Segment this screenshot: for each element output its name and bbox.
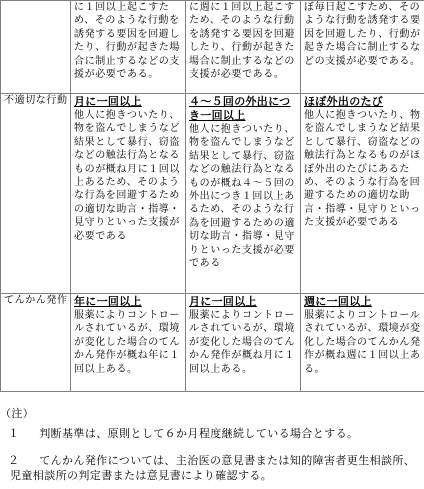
cell-heading: ほぼ外出のたび <box>304 95 384 108</box>
note-number: １ <box>8 427 20 440</box>
note-continuation: 児童相談所の判定書または意見書により確認する。 <box>10 469 273 482</box>
table-cell <box>71 294 186 392</box>
cell-body: に１回以上起こすため、そのような行動を誘発する要因を回避したり、行動が起きた場合に制止するなどの支援が必要である。 <box>74 2 180 81</box>
cell-body: 他人に抱きついたり、物を盗んでしまうなど結果として暴行、窃盗などの触法行為となるものが概ね４～５回の外出につき１回以上あるため、そのような行為を回避するための適切な助言・指導・見守りといった支援が必要である <box>189 124 295 270</box>
notes-section <box>0 406 424 483</box>
table-row <box>1 294 424 392</box>
cell-body: ぼ毎日起こすため、そのような行動を誘発する要因を回避したり、行動が起きた場合に制止するなどの支援が必要である。 <box>304 2 421 67</box>
table-cell <box>71 1 186 94</box>
cell-body: 他人に抱きついたり、物を盗んでしまうなど結果として暴行、窃盗などの触法行為となるものが概ね月に１回以上あるため、そのような行為を回避するための適切な助言・指導・見守りといった支援が必要である <box>74 110 180 242</box>
cell-body: 他人に抱きついたり、物を盗んでしまうなど結果として暴行、窃盗などの触法行為となるものがほぼ外出のたびにあるため、そのような行為を回避するための適切な助言・指導・見守りといった支援が必要である <box>304 110 421 229</box>
table-cell <box>71 94 186 294</box>
note-number: ２ <box>8 454 20 467</box>
table-cell <box>301 94 424 294</box>
cell-heading: 年に一回以上 <box>74 295 142 308</box>
table-row <box>1 94 424 294</box>
cell-heading: 月に一回以上 <box>189 295 257 308</box>
cell-heading: ４～５回の外出につき一回以上 <box>189 95 291 122</box>
cell-body: 服薬によりコントロールされているが、環境が変化した場合のてんかん発作が概ね年に１回以上ある。 <box>74 310 180 375</box>
table-cell <box>186 94 301 294</box>
notes-title: （注） <box>0 407 35 420</box>
cell-heading: 週に一回以上 <box>304 295 372 308</box>
table-cell <box>301 294 424 392</box>
cell-body: 服薬によりコントロールされているが、環境が変化した場合のてんかん発作が概ね週に１回以上ある。 <box>304 310 421 375</box>
note-item <box>0 426 424 441</box>
note-text: てんかん発作については、主治医の意見書または知的障害者更生相談所、 <box>39 454 416 467</box>
row-label: 不適切な行動 <box>1 94 71 294</box>
cell-body: に週に１回以上起こすため、そのような行動を誘発する要因を回避したり、行動が起きた場合に制止するなどの支援が必要である。 <box>189 2 295 81</box>
note-text: 判断基準は、原則として６か月程度継続している場合とする。 <box>39 427 359 440</box>
cell-body: 服薬によりコントロールされているが、環境が変化した場合のてんかん発作が概ね月に１回以上ある。 <box>189 310 295 375</box>
table-cell <box>186 294 301 392</box>
note-item <box>0 453 424 468</box>
table-cell <box>186 1 301 94</box>
row-label: てんかん発作 <box>1 294 71 392</box>
row-label <box>1 1 71 94</box>
cell-heading: 月に一回以上 <box>74 95 142 108</box>
table-row <box>1 1 424 94</box>
table-cell <box>301 1 424 94</box>
